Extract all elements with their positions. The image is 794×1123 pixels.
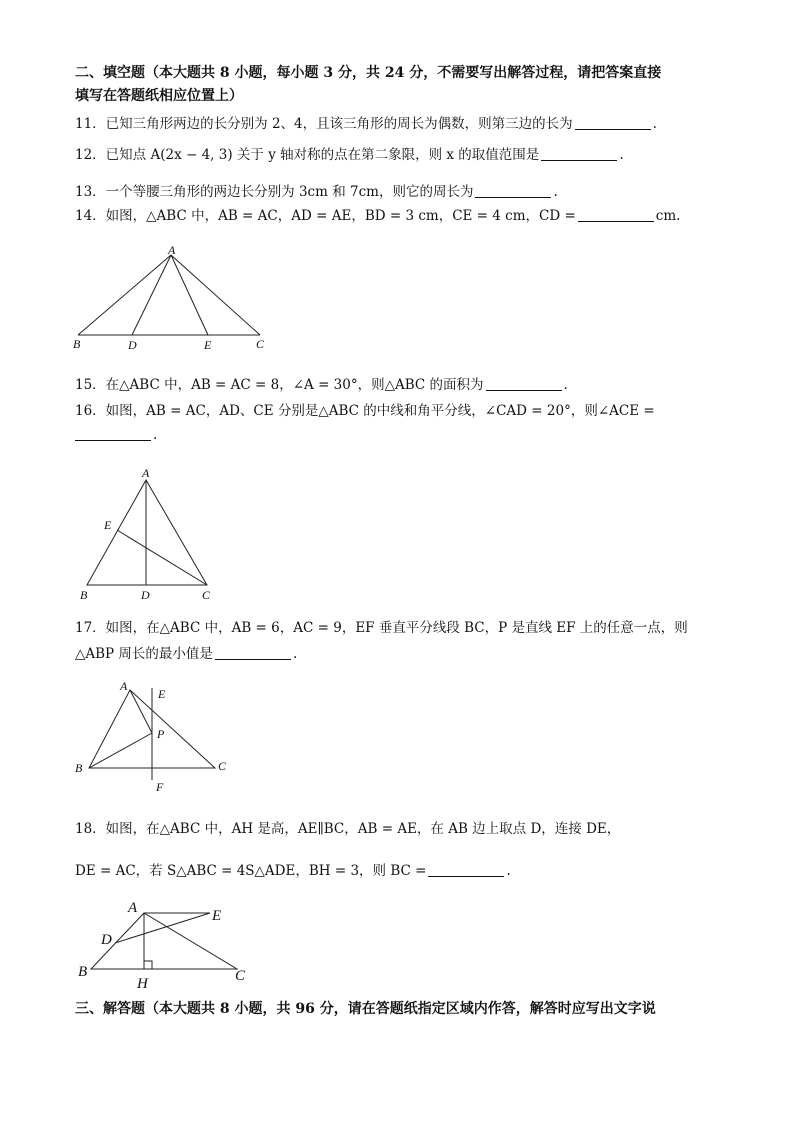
label-d: D	[128, 338, 137, 352]
label-a: A	[120, 679, 128, 693]
question-18: 18．如图，在△ABC 中，AH 是高，AE∥BC，AB = AE，在 AB 边上取点 D，连接 DE，	[75, 821, 621, 837]
label-b: B	[78, 964, 88, 980]
question-13: 13．一个等腰三角形的两边长分别为 3cm 和 7cm，则它的周长为 .	[75, 184, 558, 200]
label-c: C	[256, 337, 265, 351]
answer-blank-13[interactable]	[475, 185, 551, 198]
question-11: 11．已知三角形两边的长分别为 2、4，且该三角形的周长为偶数，则第三边的长为 .	[75, 116, 657, 132]
question-11-text: 11．已知三角形两边的长分别为 2、4，且该三角形的周长为偶数，则第三边的长为	[75, 116, 573, 132]
label-a: A	[128, 900, 138, 916]
label-e: E	[204, 338, 212, 352]
question-16: 16．如图，AB = AC，AD、CE 分别是△ABC 的中线和角平分线，∠CAD = 20°，则∠ACE =	[75, 403, 655, 419]
label-p: P	[157, 727, 165, 741]
section2-heading-line2: 填写在答题纸相应位置上）	[75, 88, 243, 104]
answer-blank-11[interactable]	[575, 117, 651, 130]
answer-blank-12[interactable]	[541, 148, 617, 161]
label-c: C	[235, 968, 246, 984]
question-15-text: 15．在△ABC 中，AB = AC = 8，∠A = 30°，则△ABC 的面积为	[75, 377, 484, 393]
figure-18	[75, 898, 255, 993]
question-15: 15．在△ABC 中，AB = AC = 8，∠A = 30°，则△ABC 的面积为 .	[75, 377, 568, 393]
question-14: 14．如图，△ABC 中，AB = AC，AD = AE，BD = 3 cm，CE = 4 cm，CD = cm.	[75, 208, 681, 224]
figure-17	[70, 678, 240, 798]
question-12-text: 12．已知点 A(2x − 4, 3) 关于 y 轴对称的点在第二象限，则 x 的取值范围是	[75, 147, 540, 163]
label-e: E	[158, 687, 166, 701]
answer-blank-14[interactable]	[578, 209, 654, 222]
label-a: A	[168, 243, 176, 257]
label-d: D	[101, 932, 112, 948]
answer-blank-17[interactable]	[215, 647, 291, 660]
figure-16	[75, 465, 225, 605]
label-b: B	[75, 761, 83, 775]
label-e: E	[104, 518, 112, 532]
question-17: 17．如图，在△ABC 中，AB = 6，AC = 9，EF 垂直平分线段 BC，P 是直线 EF 上的任意一点，则	[75, 620, 688, 636]
question-17-line2: △ABP 周长的最小值是 .	[75, 646, 298, 662]
label-f: F	[156, 780, 164, 794]
label-d: D	[141, 588, 150, 602]
answer-blank-18[interactable]	[428, 864, 504, 877]
answer-blank-16[interactable]	[75, 428, 151, 441]
label-e: E	[212, 908, 222, 924]
label-b: B	[80, 588, 88, 602]
figure-14	[70, 245, 270, 355]
label-c: C	[218, 759, 227, 773]
question-16-answer-line: .	[75, 426, 157, 444]
section2-heading-line1: 二、填空题（本大题共 8 小题，每小题 3 分，共 24 分，不需要写出解答过程，请把答案直接	[75, 65, 662, 81]
question-12: 12．已知点 A(2x − 4, 3) 关于 y 轴对称的点在第二象限，则 x 的取值范围是 .	[75, 147, 624, 163]
question-14-text: 14．如图，△ABC 中，AB = AC，AD = AE，BD = 3 cm，CE = 4 cm，CD =	[75, 208, 576, 224]
label-a: A	[142, 466, 150, 480]
section3-heading: 三、解答题（本大题共 8 小题，共 96 分，请在答题纸指定区域内作答，解答时应写出文字说	[75, 1001, 656, 1017]
label-h: H	[137, 976, 148, 992]
answer-blank-15[interactable]	[486, 378, 562, 391]
label-b: B	[73, 337, 81, 351]
label-c: C	[202, 588, 211, 602]
question-18-line2: DE = AC，若 S△ABC = 4S△ADE，BH = 3，则 BC = .	[75, 863, 511, 879]
question-13-text: 13．一个等腰三角形的两边长分别为 3cm 和 7cm，则它的周长为	[75, 184, 474, 200]
